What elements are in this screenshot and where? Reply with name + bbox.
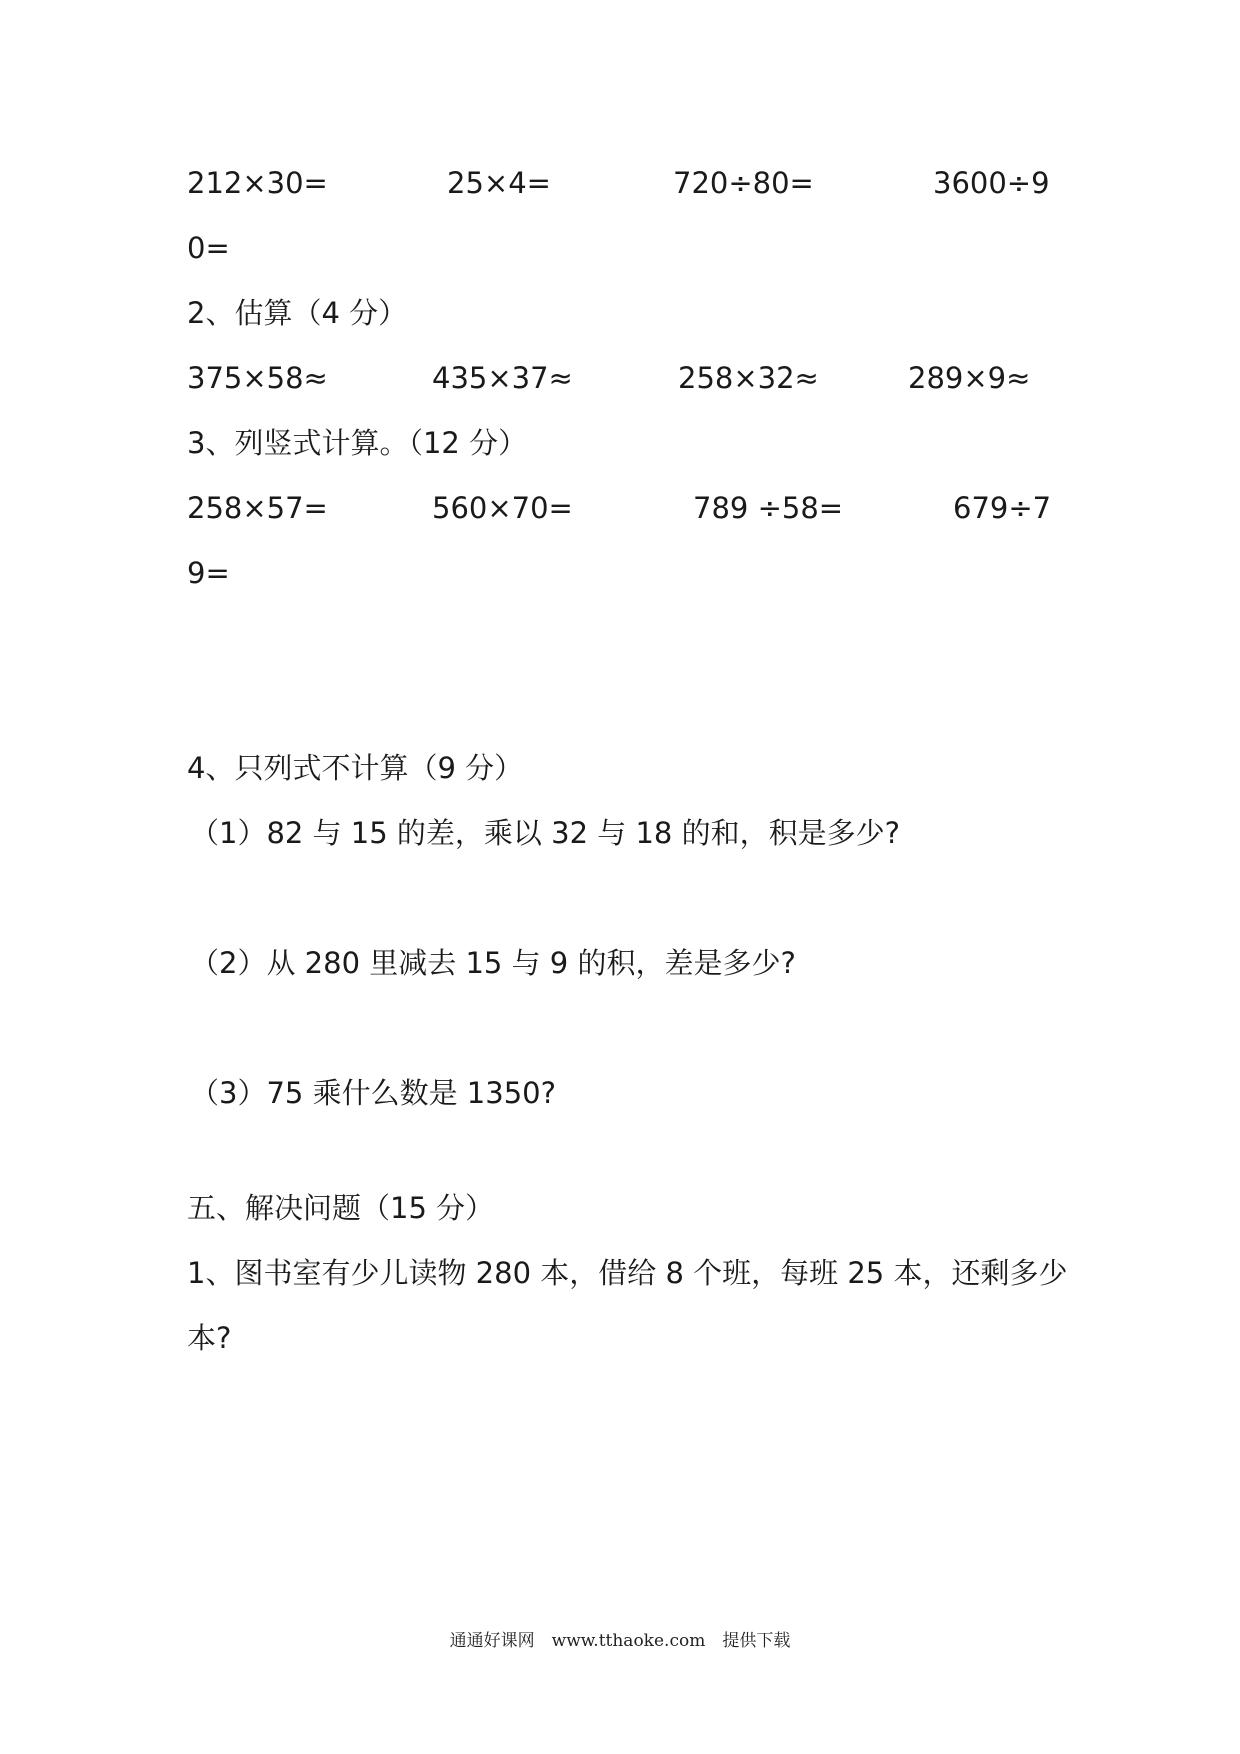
vertical-679div7: 679÷7 [953, 491, 1052, 525]
section-4-heading: 4、只列式不计算（9 分） [187, 751, 524, 785]
estimate-289x9: 289×9≈ [908, 361, 1031, 395]
expr-25x4: 25×4= [447, 166, 551, 200]
vertical-560x70: 560×70= [432, 491, 573, 525]
problem-1-line-2: 本? [187, 1321, 232, 1355]
page-footer: 通通好课网 www.tthaoke.com 提供下载 [449, 1631, 791, 1651]
vertical-789div58: 789 ÷58= [693, 491, 844, 525]
question-3: （3）75 乘什么数是 1350? [190, 1076, 556, 1110]
estimate-258x32: 258×32≈ [678, 361, 819, 395]
expr-wrap-0: 0= [187, 231, 230, 265]
estimate-375x58: 375×58≈ [187, 361, 328, 395]
vertical-258x57: 258×57= [187, 491, 328, 525]
question-2: （2）从 280 里减去 15 与 9 的积，差是多少? [190, 946, 796, 980]
expr-720div80: 720÷80= [673, 166, 814, 200]
problem-1-line-1: 1、图书室有少儿读物 280 本，借给 8 个班，每班 25 本，还剩多少 [187, 1256, 1068, 1290]
question-1: （1）82 与 15 的差，乘以 32 与 18 的和，积是多少? [190, 816, 900, 850]
section-2-heading: 2、估算（4 分） [187, 296, 408, 330]
section-3-heading: 3、列竖式计算。（12 分） [187, 426, 528, 460]
expr-212x30: 212×30= [187, 166, 328, 200]
section-5-heading: 五、解决问题（15 分） [187, 1191, 495, 1225]
expr-3600div9: 3600÷9 [933, 166, 1050, 200]
vertical-wrap-9: 9= [187, 556, 230, 590]
estimate-435x37: 435×37≈ [432, 361, 573, 395]
